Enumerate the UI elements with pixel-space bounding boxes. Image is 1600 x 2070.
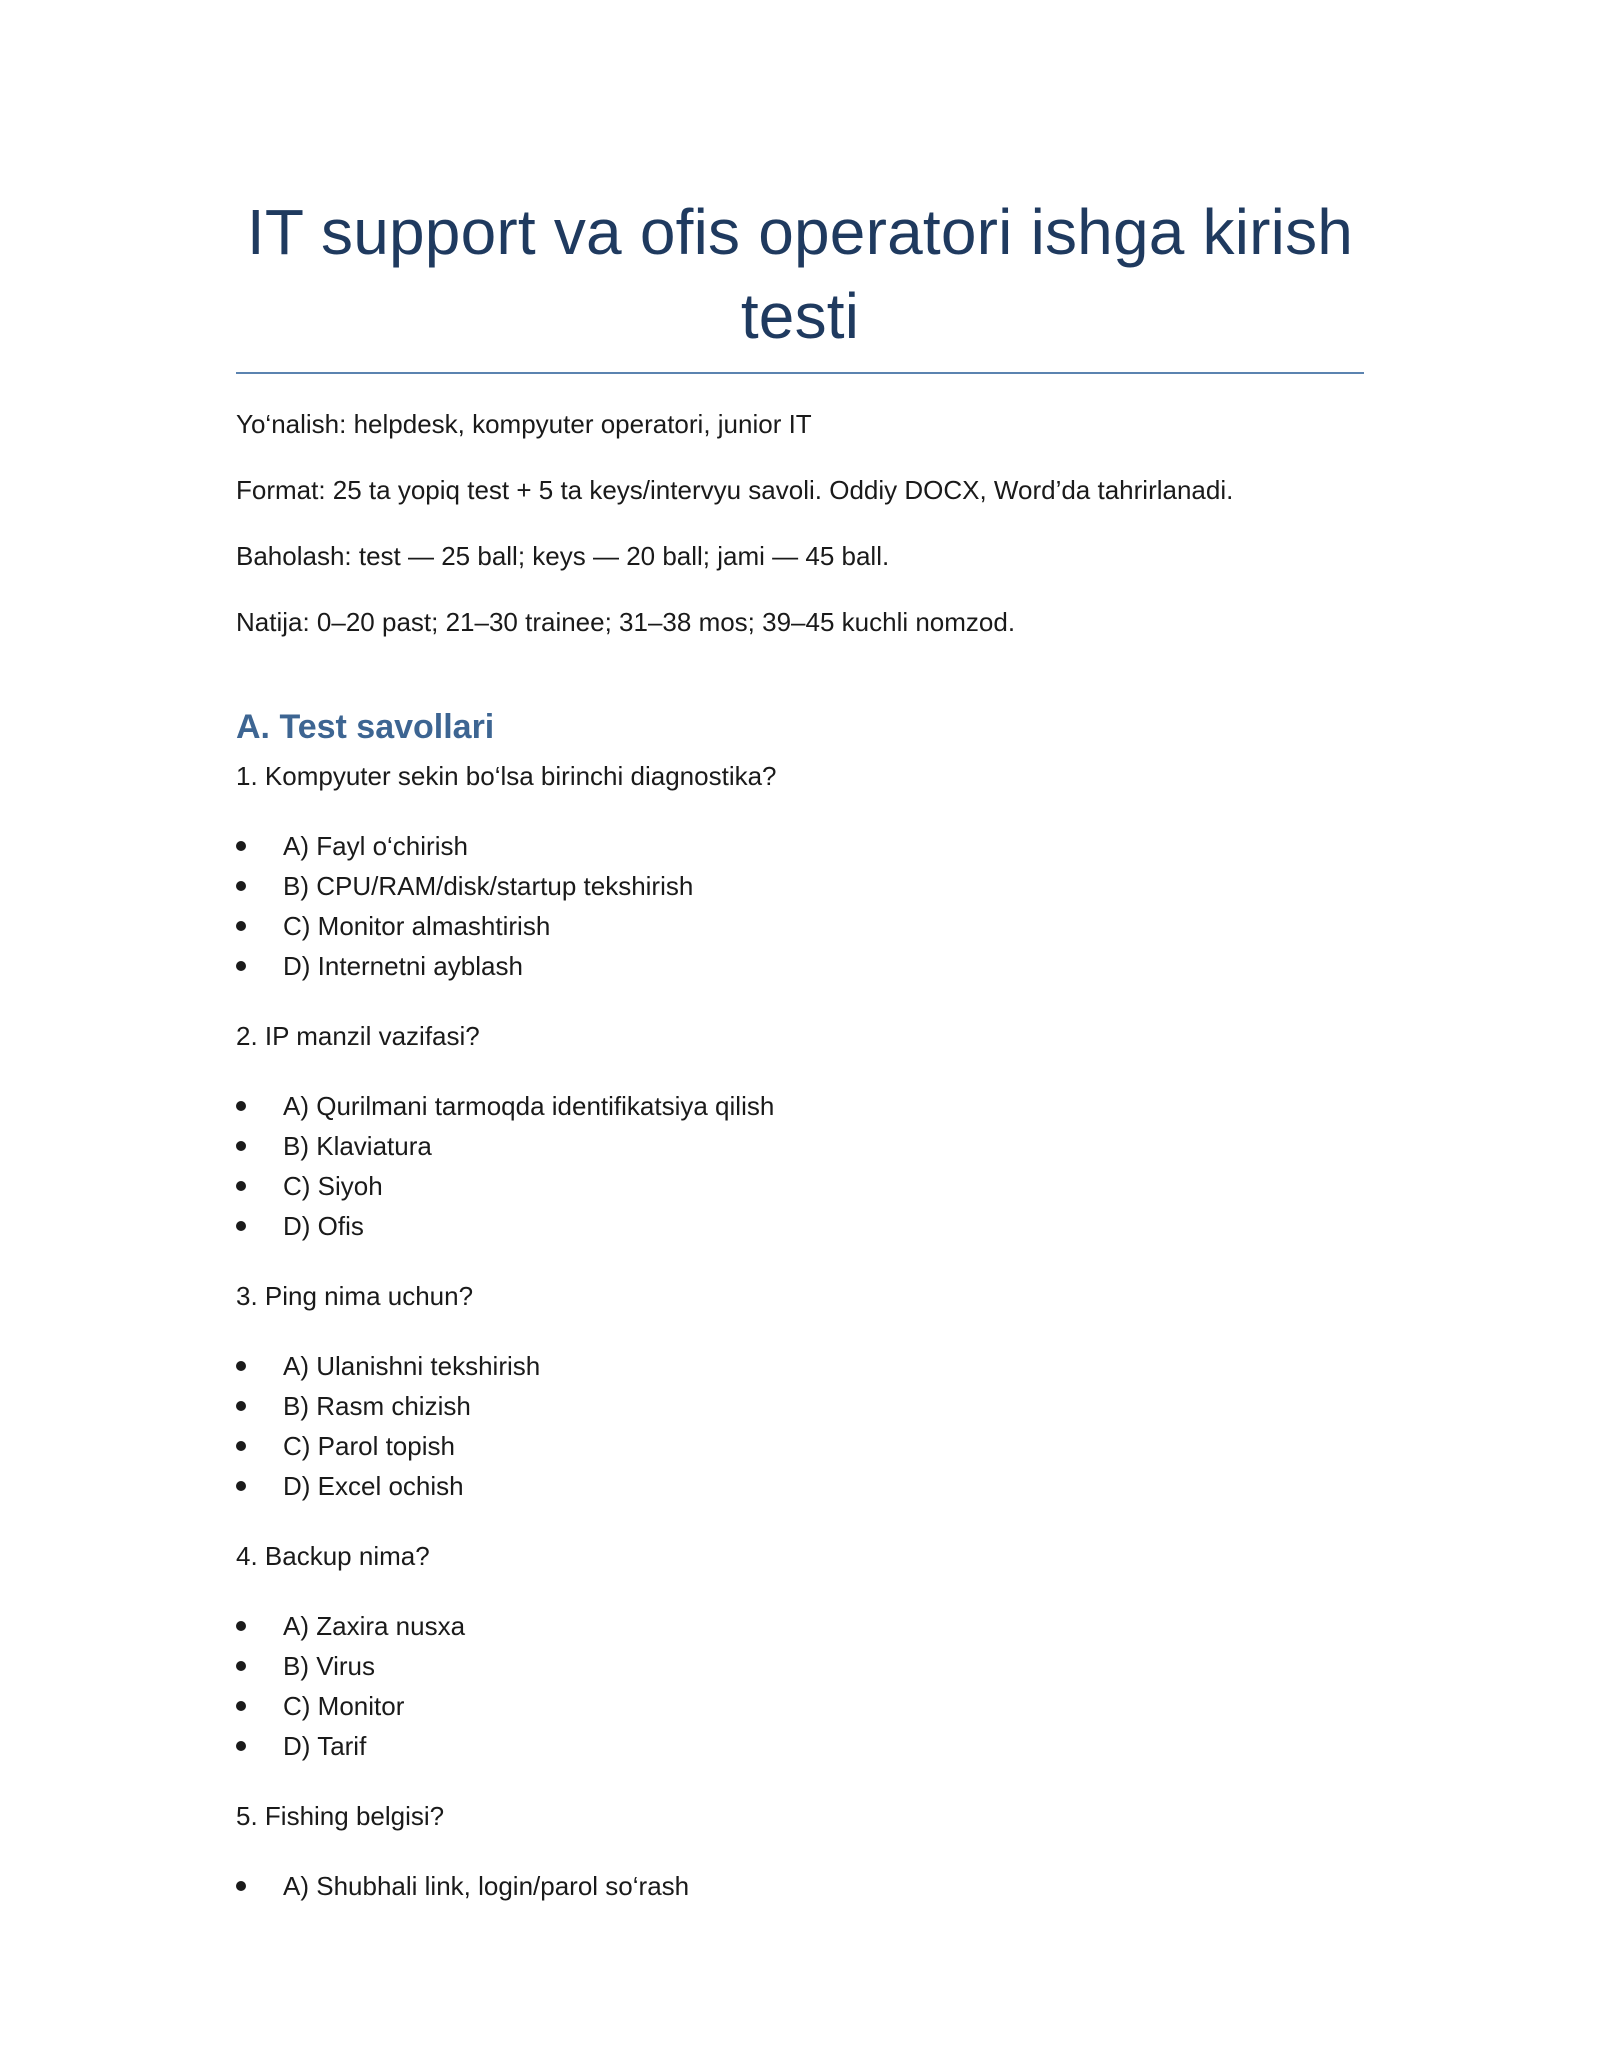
option-item bbox=[236, 1726, 1364, 1766]
option-item bbox=[236, 1166, 1364, 1206]
meta-direction: Yo‘nalish: helpdesk, kompyuter operatori, junior IT bbox=[236, 409, 812, 439]
question-2: 2. IP manzil vazifasi? bbox=[236, 1021, 480, 1051]
option-item bbox=[236, 826, 1364, 866]
bullet-icon bbox=[236, 881, 246, 891]
bullet-icon bbox=[236, 921, 246, 931]
option-text: A) Fayl o‘chirish bbox=[283, 831, 468, 861]
bullet-icon bbox=[236, 1401, 246, 1411]
bullet-icon bbox=[236, 1441, 246, 1451]
question-2-options bbox=[236, 1086, 1364, 1246]
bullet-icon bbox=[236, 1221, 246, 1231]
bullet-icon bbox=[236, 1881, 246, 1891]
option-item bbox=[236, 1466, 1364, 1506]
option-item bbox=[236, 1386, 1364, 1426]
meta-format: Format: 25 ta yopiq test + 5 ta keys/intervyu savoli. Oddiy DOCX, Word’da tahrirlanadi. bbox=[236, 475, 1234, 505]
option-item bbox=[236, 1686, 1364, 1726]
meta-result: Natija: 0–20 past; 21–30 trainee; 31–38 mos; 39–45 kuchli nomzod. bbox=[236, 607, 1016, 637]
option-text: A) Ulanishni tekshirish bbox=[283, 1351, 541, 1381]
option-text: A) Zaxira nusxa bbox=[283, 1611, 466, 1641]
question-4-options bbox=[236, 1606, 1364, 1766]
bullet-icon bbox=[236, 961, 246, 971]
bullet-icon bbox=[236, 1741, 246, 1751]
option-text: B) Virus bbox=[283, 1651, 375, 1681]
question-5: 5. Fishing belgisi? bbox=[236, 1801, 445, 1831]
bullet-icon bbox=[236, 1101, 246, 1111]
bullet-icon bbox=[236, 1621, 246, 1631]
bullet-icon bbox=[236, 1661, 246, 1671]
bullet-icon bbox=[236, 841, 246, 851]
option-item bbox=[236, 866, 1364, 906]
option-text: B) Klaviatura bbox=[283, 1131, 432, 1161]
option-item bbox=[236, 1606, 1364, 1646]
bullet-icon bbox=[236, 1361, 246, 1371]
option-item bbox=[236, 946, 1364, 986]
option-item bbox=[236, 1426, 1364, 1466]
option-text: B) Rasm chizish bbox=[283, 1391, 471, 1421]
question-4: 4. Backup nima? bbox=[236, 1541, 430, 1571]
question-5-options bbox=[236, 1866, 1364, 1906]
question-1: 1. Kompyuter sekin bo‘lsa birinchi diagnostika? bbox=[236, 761, 777, 791]
document-title: IT support va ofis operatori ishga kirish testi bbox=[246, 196, 1354, 352]
option-text: C) Monitor bbox=[283, 1691, 405, 1721]
option-item bbox=[236, 906, 1364, 946]
option-text: D) Ofis bbox=[283, 1211, 364, 1241]
option-item bbox=[236, 1126, 1364, 1166]
bullet-icon bbox=[236, 1481, 246, 1491]
option-text: D) Tarif bbox=[283, 1731, 367, 1761]
option-text: D) Internetni ayblash bbox=[283, 951, 523, 981]
option-item bbox=[236, 1206, 1364, 1246]
question-3-options bbox=[236, 1346, 1364, 1506]
question-1-options bbox=[236, 826, 1364, 986]
document-meta bbox=[236, 408, 1364, 638]
question-3: 3. Ping nima uchun? bbox=[236, 1281, 474, 1311]
option-item bbox=[236, 1866, 1364, 1906]
option-text: C) Siyoh bbox=[283, 1171, 383, 1201]
document-page bbox=[236, 0, 1364, 1906]
option-text: C) Monitor almashtirish bbox=[283, 911, 551, 941]
title-underline bbox=[236, 372, 1364, 374]
option-item bbox=[236, 1346, 1364, 1386]
option-text: C) Parol topish bbox=[283, 1431, 455, 1461]
option-item bbox=[236, 1646, 1364, 1686]
option-text: A) Shubhali link, login/parol so‘rash bbox=[283, 1871, 690, 1901]
option-text: A) Qurilmani tarmoqda identifikatsiya qilish bbox=[283, 1091, 775, 1121]
bullet-icon bbox=[236, 1141, 246, 1151]
bullet-icon bbox=[236, 1701, 246, 1711]
option-item bbox=[236, 1086, 1364, 1126]
option-text: D) Excel ochish bbox=[283, 1471, 464, 1501]
bullet-icon bbox=[236, 1181, 246, 1191]
option-text: B) CPU/RAM/disk/startup tekshirish bbox=[283, 871, 694, 901]
meta-scoring: Baholash: test — 25 ball; keys — 20 ball; jami — 45 ball. bbox=[236, 541, 890, 571]
section-heading-a: A. Test savollari bbox=[236, 708, 495, 746]
